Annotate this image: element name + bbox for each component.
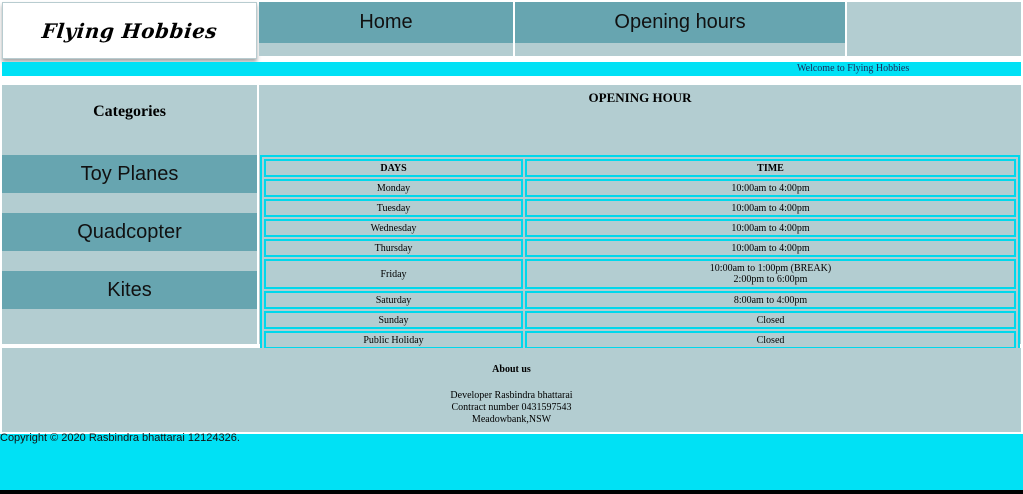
about-section xyxy=(2,348,1021,432)
day-cell: Sunday xyxy=(264,311,523,329)
day-cell: Saturday xyxy=(264,291,523,309)
about-title: About us xyxy=(492,364,531,375)
category-quadcopter[interactable]: Quadcopter xyxy=(2,213,257,251)
welcome-text: Welcome to Flying Hobbies xyxy=(797,63,910,74)
time-cell: 8:00am to 4:00pm xyxy=(525,291,1016,309)
table-row xyxy=(264,239,1016,257)
time-cell: 10:00am to 4:00pm xyxy=(525,219,1016,237)
time-cell: Closed xyxy=(525,331,1016,349)
about-location: Meadowbank,NSW xyxy=(471,414,552,425)
nav-empty-cell xyxy=(847,2,1021,56)
time-cell: 10:00am to 4:00pm xyxy=(525,179,1016,197)
time-cell: Closed xyxy=(525,311,1016,329)
time-cell: 10:00am to 1:00pm (BREAK) 2:00pm to 6:00pm xyxy=(525,259,1016,289)
nav-cell-home xyxy=(259,2,513,56)
column-header-days: DAYS xyxy=(264,159,523,177)
column-header-time: TIME xyxy=(525,159,1016,177)
page-title: OPENING HOUR xyxy=(588,90,692,105)
day-cell: Monday xyxy=(264,179,523,197)
about-contact-number: Contract number 0431597543 xyxy=(451,402,572,413)
main-content xyxy=(259,85,1021,344)
welcome-bar xyxy=(2,62,1021,76)
day-cell: Wednesday xyxy=(264,219,523,237)
table-row xyxy=(264,219,1016,237)
site-logo: Flying Hobbies xyxy=(40,18,219,43)
day-cell: Thursday xyxy=(264,239,523,257)
day-cell: Tuesday xyxy=(264,199,523,217)
table-header-row xyxy=(264,159,1016,177)
bottom-edge xyxy=(0,490,1023,494)
table-row xyxy=(264,311,1016,329)
table-row xyxy=(264,291,1016,309)
table-row xyxy=(264,199,1016,217)
opening-hours-table xyxy=(260,155,1020,353)
copyright-text: Copyright © 2020 Rasbindra bhattarai 12124326. xyxy=(0,432,240,444)
table-row xyxy=(264,259,1016,289)
sidebar xyxy=(2,85,257,344)
time-cell: 10:00am to 4:00pm xyxy=(525,239,1016,257)
time-cell: 10:00am to 4:00pm xyxy=(525,199,1016,217)
category-kites[interactable]: Kites xyxy=(2,271,257,309)
table-row xyxy=(264,331,1016,349)
nav-opening-hours-link[interactable]: Opening hours xyxy=(515,2,845,43)
category-toy-planes[interactable]: Toy Planes xyxy=(2,155,257,193)
about-developer: Developer Rasbindra bhattarai xyxy=(450,390,573,401)
categories-title: Categories xyxy=(93,103,166,120)
footer xyxy=(0,434,1023,490)
day-cell: Public Holiday xyxy=(264,331,523,349)
table-row xyxy=(264,179,1016,197)
nav-home-link[interactable]: Home xyxy=(259,2,513,43)
day-cell: Friday xyxy=(264,259,523,289)
logo-box xyxy=(2,2,257,59)
nav-cell-opening-hours xyxy=(515,2,845,56)
